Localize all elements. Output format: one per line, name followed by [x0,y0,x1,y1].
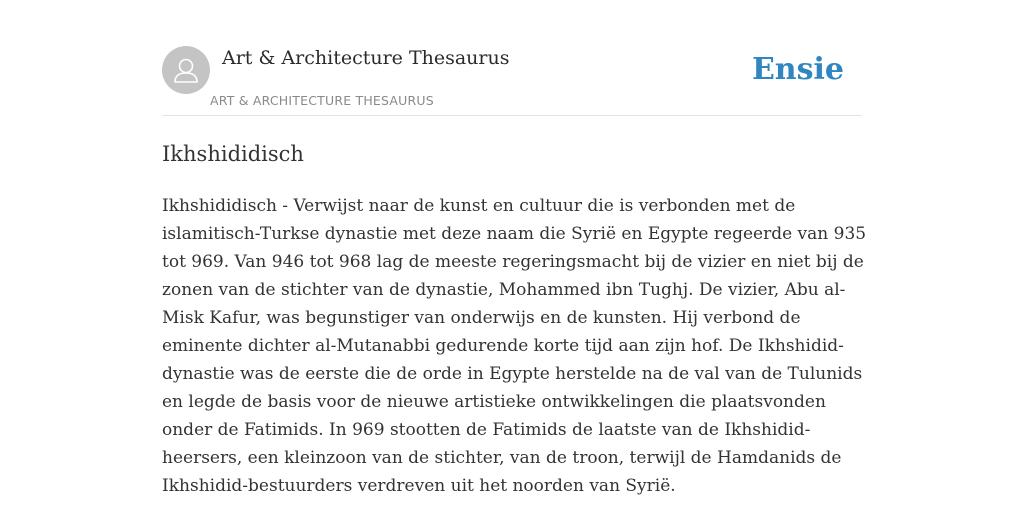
source-subtitle: ART & ARCHITECTURE THESAURUS [210,93,434,108]
definition-line: islamitisch-Turkse dynastie met deze naam die Syrië en Egypte regeerde van 935 [162,224,867,244]
definition-line: onder de Fatimids. In 969 stootten de Fatimids de laatste van de Ikhshidid- [162,420,811,440]
source-header [162,46,862,116]
page-title: Ikhshididisch [162,142,304,166]
definition-line: heersers, een kleinzoon van de stichter, van de troon, terwijl de Hamdanids de [162,448,842,468]
source-title[interactable]: Art & Architecture Thesaurus [222,47,510,69]
brand-logo[interactable]: Ensie [751,52,844,87]
definition-line: Misk Kafur, was begunstiger van onderwijs en de kunsten. Hij verbond de [162,308,801,328]
definition-line: zonen van de stichter van de dynastie, Mohammed ibn Tughj. De vizier, Abu al- [162,280,846,300]
definition-line: en legde de basis voor de nieuwe artistieke ontwikkelingen die plaatsvonden [162,392,826,412]
definition-line: Ikhshididisch - Verwijst naar de kunst en cultuur die is verbonden met de [162,196,796,216]
avatar[interactable] [162,46,210,94]
definition-line: eminente dichter al-Mutanabbi gedurende korte tijd aan zijn hof. De Ikhshidid- [162,336,844,356]
definition-line: Ikhshidid-bestuurders verdreven uit het noorden van Syrië. [162,476,676,496]
user-avatar-icon [162,46,210,94]
definition-text [162,192,867,500]
definition-line: dynastie was de eerste die de orde in Egypte herstelde na de val van de Tulunids [162,364,863,384]
definition-line: tot 969. Van 946 tot 968 lag de meeste regeringsmacht bij de vizier en niet bij de [162,252,864,272]
